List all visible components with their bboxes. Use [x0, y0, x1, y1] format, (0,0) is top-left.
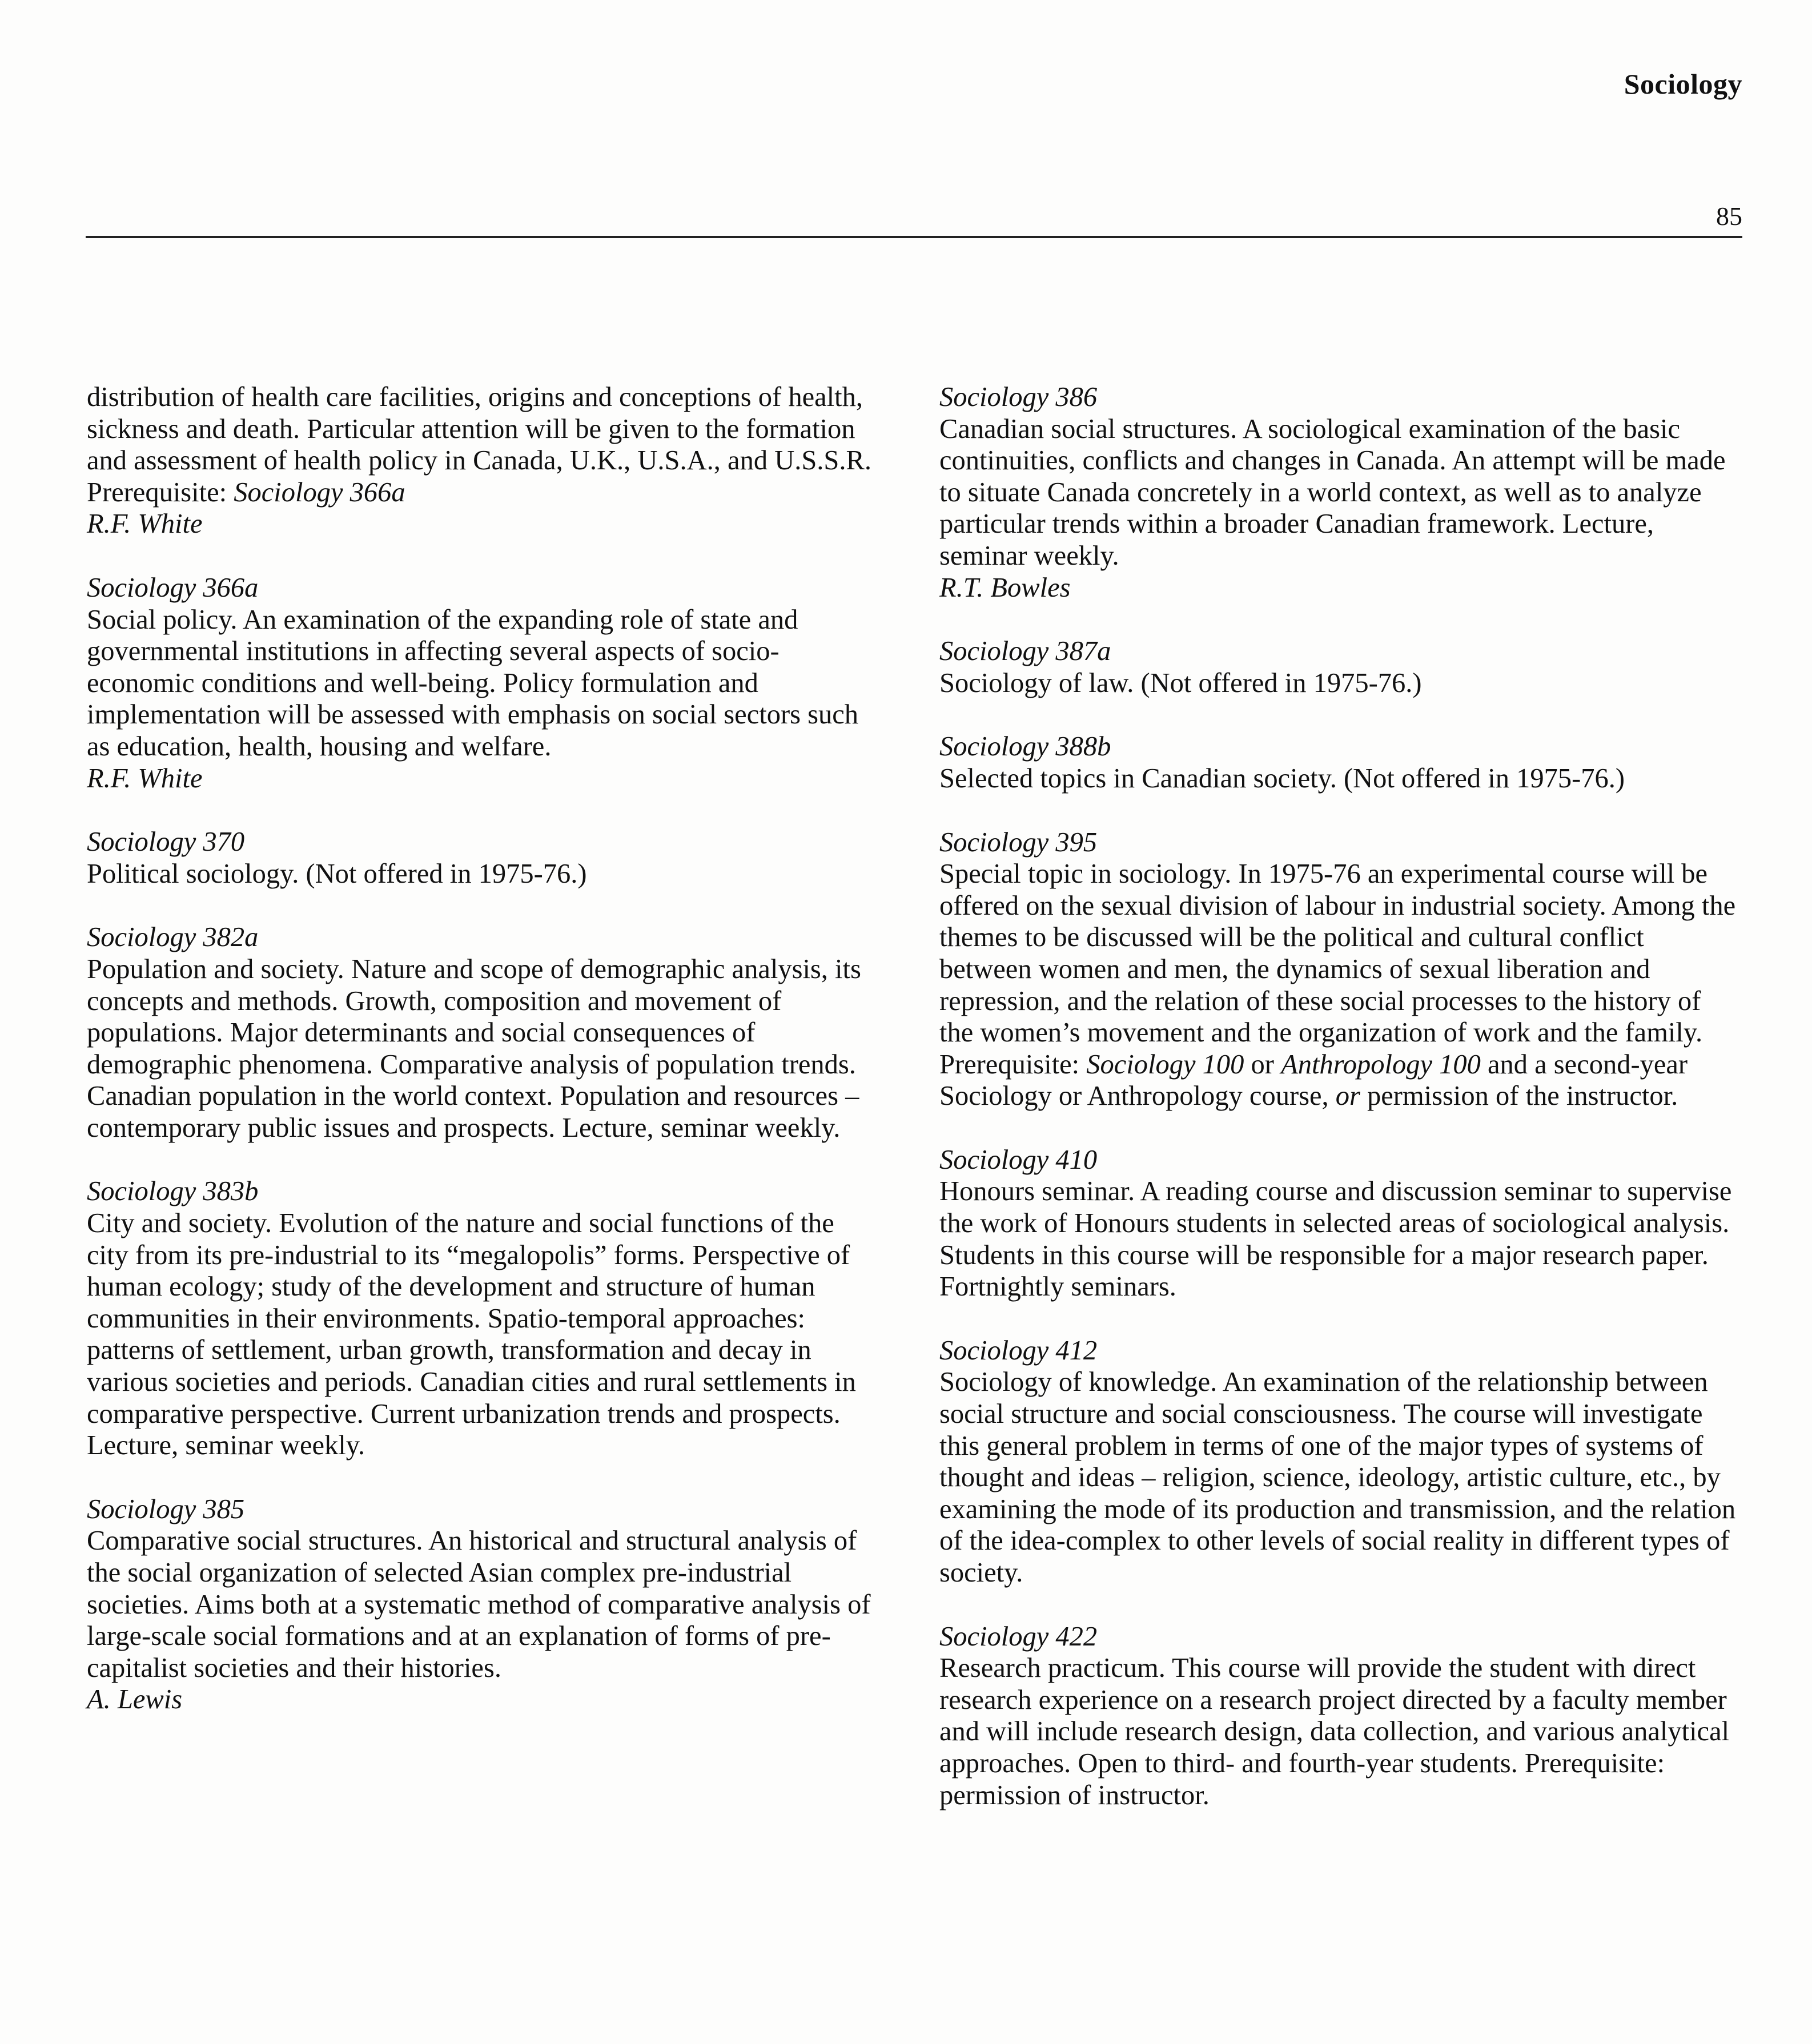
course-title: Sociology 410	[939, 1144, 1098, 1175]
running-head: Sociology	[1624, 68, 1742, 100]
instructor-name: R.F. White	[87, 509, 203, 540]
emphasis-word: or	[1335, 1081, 1360, 1112]
course-description: City and society. Evolution of the nature and social functions of the city from its pre-industrial to its “megalopolis” forms. Perspective of human ecology; study of the development and structure of human communities in their environments. Spatio-temporal approaches: patterns of settlement, urban growth, transformation and decay in various societies and periods. Canadian cities and rural settlements in comparative perspective. Current urbanization trends and prospects. Lecture, seminar weekly.	[87, 1208, 856, 1461]
prerequisite-course: Sociology 100	[1086, 1049, 1244, 1080]
course-entry-370	[87, 826, 881, 890]
course-entry-387a	[939, 635, 1736, 699]
course-description: Social policy. An examination of the expanding role of state and governmental institutions in affecting several aspects of socio-economic conditions and well-being. Policy formulation and implementation will be assessed with emphasis on social sectors such as education, health, housing and welfare.	[87, 604, 859, 762]
course-description: Comparative social structures. An historical and structural analysis of the social organization of selected Asian complex pre-industrial societies. Aims both at a systematic method of comparative analysis of large-scale social formations and at an explanation of forms of pre-capitalist societies and their histories.	[87, 1526, 871, 1683]
prerequisite-course: Anthropology 100	[1281, 1049, 1481, 1080]
course-description: Honours seminar. A reading course and discussion seminar to supervise the work of Honours students in selected areas of sociological analysis. Students in this course will be responsible for a major research paper. Fortnightly seminars.	[939, 1176, 1732, 1302]
prerequisite-course: Sociology 366a	[234, 477, 405, 508]
instructor-name: R.F. White	[87, 763, 203, 794]
page-number: 85	[1716, 202, 1742, 231]
entry-text: Special topic in sociology. In 1975-76 an experimental course will be offered on the sexual division of labour in industrial society. Among the themes to be discussed will be the political and cultural conflict between women and men, the dynamics of sexual liberation and repression, and the relation of these social processes to the history of the women’s movement and the organization of work and the family. Prerequisite:	[939, 859, 1736, 1080]
instructor-name: R.T. Bowles	[939, 572, 1071, 603]
header-rule	[86, 236, 1742, 238]
course-entry-395	[939, 827, 1736, 1112]
course-title: Sociology 422	[939, 1621, 1098, 1652]
course-entry-383b	[87, 1176, 881, 1461]
course-title: Sociology 395	[939, 827, 1098, 858]
entry-text: distribution of health care facilities, origins and conceptions of health, sickness and death. Particular attention will be given to the formation and assessment of health policy in Canada, U.K., U.S.A., and U.S.S.R. Prerequisite:	[87, 382, 872, 508]
course-title: Sociology 366a	[87, 572, 259, 603]
course-title: Sociology 383b	[87, 1176, 259, 1207]
course-entry-385	[87, 1494, 881, 1716]
course-entry-410	[939, 1144, 1736, 1303]
course-title: Sociology 412	[939, 1335, 1098, 1366]
right-column	[939, 381, 1736, 1843]
course-description: Sociology of law. (Not offered in 1975-76.)	[939, 667, 1422, 698]
entry-text: or	[1244, 1049, 1281, 1080]
entry-text: permission of the instructor.	[1360, 1081, 1678, 1112]
course-title: Sociology 388b	[939, 731, 1111, 762]
course-description: Political sociology. (Not offered in 1975-76.)	[87, 858, 587, 889]
course-description: Canadian social structures. A sociological examination of the basic continuities, conflicts and changes in Canada. An attempt will be made to situate Canada concretely in a world context, as well as to analyze particular trends within a broader Canadian framework. Lecture, seminar weekly.	[939, 413, 1726, 571]
course-description: Sociology of knowledge. An examination of the relationship between social structure and social consciousness. The course will investigate this general problem in terms of one of the major types of systems of thought and ideas – religion, science, ideology, artistic culture, etc., by examining the mode of its production and transmission, and the relation of the idea-complex to other levels of social reality in different types of society.	[939, 1367, 1736, 1588]
course-title: Sociology 370	[87, 827, 245, 858]
left-column	[87, 381, 881, 1748]
instructor-name: A. Lewis	[87, 1684, 183, 1715]
continued-entry	[87, 381, 881, 540]
course-title: Sociology 382a	[87, 922, 259, 953]
course-entry-422	[939, 1621, 1736, 1812]
course-entry-388b	[939, 731, 1736, 794]
course-entry-386	[939, 381, 1736, 603]
course-description: Population and society. Nature and scope of demographic analysis, its concepts and methods. Growth, composition and movement of populations. Major determinants and social consequences of demographic phenomena. Comparative analysis of population trends. Canadian population in the world context. Population and resources – contemporary public issues and prospects. Lecture, seminar weekly.	[87, 953, 861, 1143]
course-entry-382a	[87, 922, 881, 1144]
course-title: Sociology 385	[87, 1494, 245, 1524]
entry-text: and a second-year Sociology or Anthropology course,	[939, 1049, 1688, 1112]
course-entry-366a	[87, 572, 881, 794]
course-entry-412	[939, 1335, 1736, 1589]
course-title: Sociology 386	[939, 382, 1098, 412]
course-description: Research practicum. This course will provide the student with direct research experience on a research project directed by a faculty member and will include research design, data collection, and various analytical approaches. Open to third- and fourth-year students. Prerequisite: permission of instructor.	[939, 1653, 1730, 1810]
course-description	[939, 858, 1736, 1112]
course-description: Selected topics in Canadian society. (Not offered in 1975-76.)	[939, 763, 1625, 794]
entry-body	[87, 381, 881, 508]
course-title: Sociology 387a	[939, 636, 1111, 667]
